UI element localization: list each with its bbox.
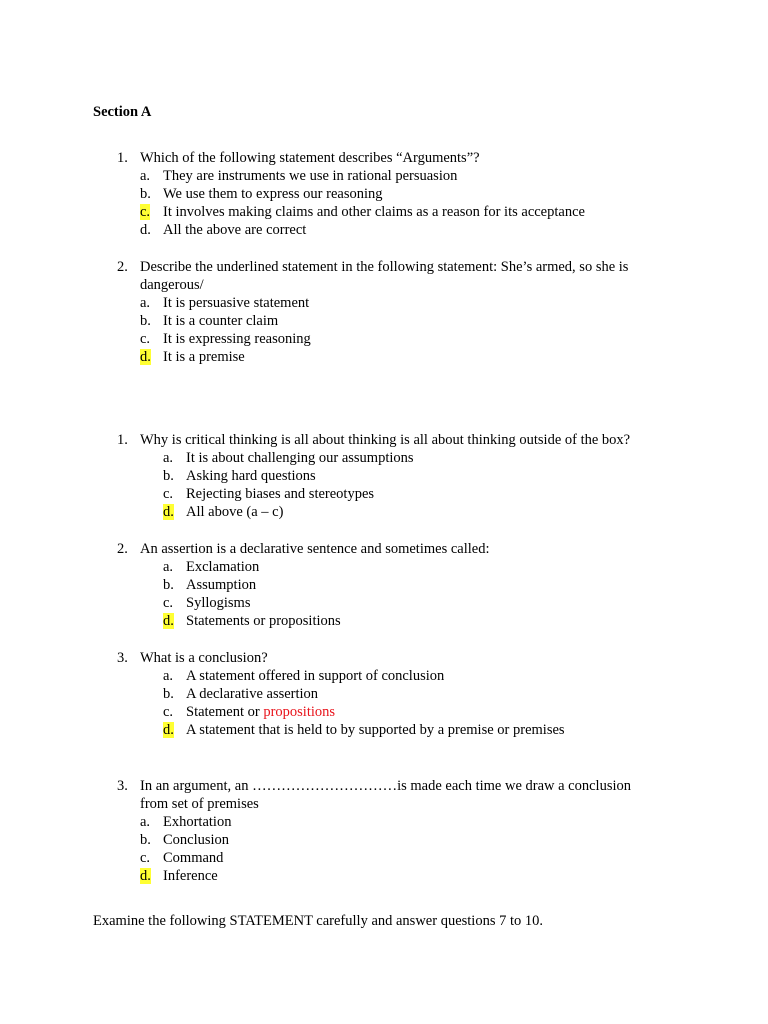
question-text: An assertion is a declarative sentence and sometimes called: (140, 541, 490, 557)
option-letter: a. (163, 559, 174, 575)
question-number: 3. (117, 778, 128, 794)
option-letter: c. (163, 486, 174, 502)
question-text: What is a conclusion? (140, 650, 268, 666)
option-text-red: propositions (263, 704, 336, 720)
question-text-continued: dangerous/ (140, 277, 204, 293)
option-letter-highlighted (163, 721, 185, 739)
option-text: A statement that is held to by supported by a premise or premises (186, 722, 565, 738)
option-letter: b. (163, 686, 174, 702)
option-letter-highlighted (163, 503, 185, 521)
option-text: They are instruments we use in rational persuasion (163, 168, 458, 184)
option-text: Exhortation (163, 814, 232, 830)
answer-highlight: d. (140, 868, 151, 884)
question-text: Why is critical thinking is all about thinking is all about thinking outside of the box? (140, 432, 631, 448)
option-letter: a. (140, 814, 151, 830)
option-letter-highlighted (140, 867, 162, 885)
option-letter: b. (163, 577, 174, 593)
option-text: Assumption (186, 577, 257, 593)
option-letter-highlighted (140, 203, 162, 221)
option-text: Exclamation (186, 559, 260, 575)
question-number: 1. (117, 150, 128, 166)
option-letter: c. (163, 595, 174, 611)
option-letter-highlighted (140, 348, 162, 366)
option-text: Command (163, 850, 224, 866)
option-text: All above (a – c) (186, 504, 284, 520)
question-text: Which of the following statement describes “Arguments”? (140, 150, 480, 166)
question-number: 3. (117, 650, 128, 666)
question-number: 2. (117, 259, 128, 275)
answer-highlight: d. (140, 349, 151, 365)
option-letter: c. (163, 704, 174, 720)
option-letter: b. (163, 468, 174, 484)
option-text: It is expressing reasoning (163, 331, 311, 347)
answer-highlight: d. (163, 504, 174, 520)
option-text: We use them to express our reasoning (163, 186, 383, 202)
option-text: Syllogisms (186, 595, 251, 611)
option-text: It is a premise (163, 349, 245, 365)
option-text: Asking hard questions (186, 468, 316, 484)
option-letter: c. (140, 331, 151, 347)
option-text: It is about challenging our assumptions (186, 450, 414, 466)
option-letter: d. (140, 222, 151, 238)
question-text: In an argument, an …………………………is made each time we draw a conclusion (140, 778, 631, 794)
option-text: A statement offered in support of conclusion (186, 668, 445, 684)
question-number: 1. (117, 432, 128, 448)
question-text-continued: from set of premises (140, 796, 259, 812)
option-letter: a. (140, 295, 151, 311)
option-letter: a. (163, 450, 174, 466)
option-text: Statements or propositions (186, 613, 341, 629)
option-letter: a. (163, 668, 174, 684)
option-letter: b. (140, 313, 151, 329)
option-text: Rejecting biases and stereotypes (186, 486, 375, 502)
option-text: All the above are correct (163, 222, 307, 238)
option-text: It involves making claims and other claims as a reason for its acceptance (163, 204, 585, 220)
option-text: Inference (163, 868, 218, 884)
option-text: A declarative assertion (186, 686, 319, 702)
option-text: Conclusion (163, 832, 230, 848)
question-text: Describe the underlined statement in the following statement: She’s armed, so she is (140, 259, 629, 275)
instruction-text: Examine the following STATEMENT carefully and answer questions 7 to 10. (93, 913, 543, 929)
option-text: It is a counter claim (163, 313, 279, 329)
option-text-plain: Statement or (186, 704, 264, 720)
option-letter: a. (140, 168, 151, 184)
answer-highlight: c. (140, 204, 151, 220)
option-text (186, 703, 335, 721)
question-number: 2. (117, 541, 128, 557)
option-letter: b. (140, 832, 151, 848)
option-text: It is persuasive statement (163, 295, 310, 311)
answer-highlight: d. (163, 613, 174, 629)
option-letter-highlighted (163, 612, 185, 630)
answer-highlight: d. (163, 722, 174, 738)
option-letter: b. (140, 186, 151, 202)
section-title: Section A (93, 104, 152, 120)
option-letter: c. (140, 850, 151, 866)
